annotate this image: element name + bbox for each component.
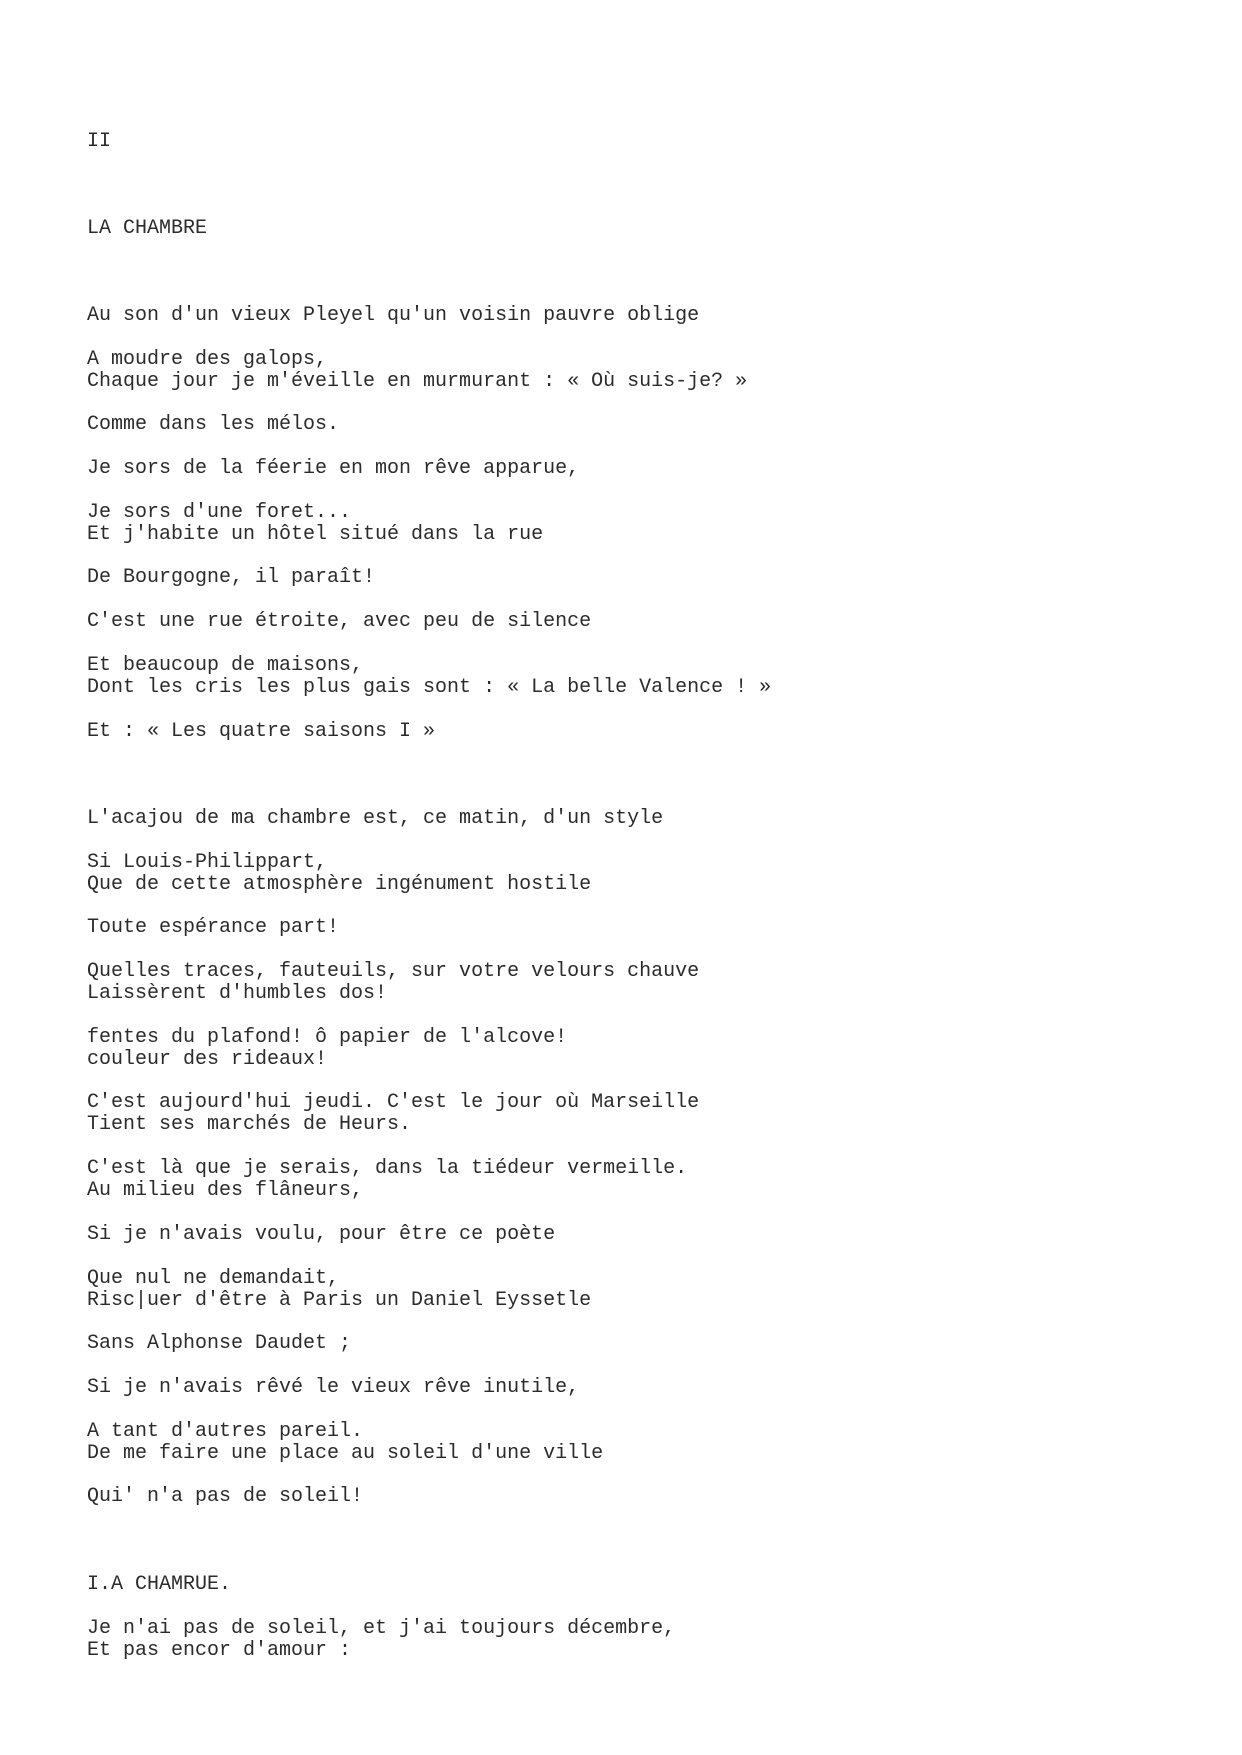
poem-line: L'acajou de ma chambre est, ce matin, d'un style [87, 807, 664, 830]
poem-line: Au milieu des flâneurs, [87, 1179, 364, 1202]
poem-line: De Bourgogne, il paraît! [87, 566, 376, 589]
poem-line: couleur des rideaux! [87, 1048, 328, 1071]
poem-line: A moudre des galops, [87, 348, 328, 371]
running-head: I.A CHAMRUE. [87, 1573, 232, 1596]
poem-line: Comme dans les mélos. [87, 413, 340, 436]
poem-line: Quelles traces, fauteuils, sur votre velours chauve [87, 960, 700, 983]
poem-line: C'est une rue étroite, avec peu de silence [87, 610, 592, 633]
poem-line: Qui' n'a pas de soleil! [87, 1485, 364, 1508]
section-number: II [87, 130, 112, 153]
poem-line: C'est aujourd'hui jeudi. C'est le jour où Marseille [87, 1091, 700, 1114]
poem-line: Et : « Les quatre saisons I » [87, 720, 436, 743]
poem-line: Sans Alphonse Daudet ; [87, 1332, 352, 1355]
poem-line: C'est là que je serais, dans la tiédeur vermeille. [87, 1157, 688, 1180]
poem-line: Que nul ne demandait, [87, 1267, 340, 1290]
poem-line: Si je n'avais rêvé le vieux rêve inutile, [87, 1376, 580, 1399]
poem-line: Et j'habite un hôtel situé dans la rue [87, 523, 544, 546]
poem-line: fentes du plafond! ô papier de l'alcove! [87, 1026, 568, 1049]
poem-line: Je sors d'une foret... [87, 501, 352, 524]
poem-line: Au son d'un vieux Pleyel qu'un voisin pauvre oblige [87, 304, 700, 327]
poem-line: Je n'ai pas de soleil, et j'ai toujours décembre, [87, 1617, 676, 1640]
poem-line: Chaque jour je m'éveille en murmurant : « Où suis-je? » [87, 370, 748, 393]
chapter-title: LA CHAMBRE [87, 217, 208, 240]
poem-line: Risc|uer d'être à Paris un Daniel Eyssetle [87, 1289, 592, 1312]
poem-line: Si Louis-Philippart, [87, 851, 328, 874]
poem-line: Toute espérance part! [87, 916, 340, 939]
poem-line: De me faire une place au soleil d'une ville [87, 1442, 604, 1465]
poem-line: Dont les cris les plus gais sont : « La belle Valence ! » [87, 676, 772, 699]
poem-line: Et beaucoup de maisons, [87, 654, 364, 677]
poem-line: Et pas encor d'amour : [87, 1639, 352, 1662]
poem-line: A tant d'autres pareil. [87, 1420, 364, 1443]
poem-line: Je sors de la féerie en mon rêve apparue, [87, 457, 580, 480]
poem-line: Laissèrent d'humbles dos! [87, 982, 388, 1005]
poem-line: Si je n'avais voulu, pour être ce poète [87, 1223, 556, 1246]
poem-line: Que de cette atmosphère ingénument hostile [87, 873, 592, 896]
poem-line: Tient ses marchés de Heurs. [87, 1113, 412, 1136]
